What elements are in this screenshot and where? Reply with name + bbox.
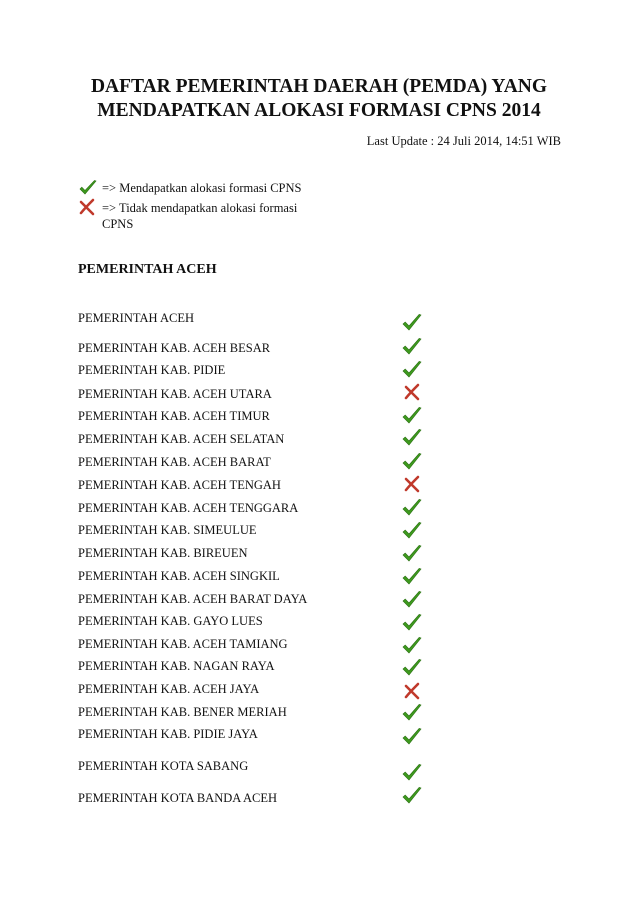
page-title-line-2: MENDAPATKAN ALOKASI FORMASI CPNS 2014 xyxy=(97,100,541,121)
list-item: PEMERINTAH KAB. ACEH UTARA xyxy=(78,387,272,401)
list-item: PEMERINTAH KAB. ACEH BARAT xyxy=(78,455,271,469)
list-item: PEMERINTAH KAB. GAYO LUES xyxy=(78,614,263,628)
check-icon xyxy=(401,405,423,427)
cross-icon xyxy=(403,682,421,700)
check-icon xyxy=(401,566,423,588)
check-icon xyxy=(401,497,423,519)
check-icon xyxy=(401,336,423,358)
check-icon xyxy=(401,657,423,679)
list-item: PEMERINTAH KAB. ACEH BARAT DAYA xyxy=(78,592,308,606)
check-icon xyxy=(401,702,423,724)
check-icon xyxy=(401,762,423,784)
list-item: PEMERINTAH KAB. PIDIE JAYA xyxy=(78,727,258,741)
list-item: PEMERINTAH ACEH xyxy=(78,311,195,325)
list-item: PEMERINTAH KAB. NAGAN RAYA xyxy=(78,659,275,673)
list-item: PEMERINTAH KAB. ACEH TENGAH xyxy=(78,478,281,492)
cross-icon xyxy=(403,475,421,493)
check-icon xyxy=(401,612,423,634)
list-item: PEMERINTAH KOTA SABANG xyxy=(78,759,249,773)
list-item: PEMERINTAH KAB. BIREUEN xyxy=(78,546,248,560)
check-icon xyxy=(401,451,423,473)
list-item: PEMERINTAH KAB. ACEH SELATAN xyxy=(78,432,285,446)
list-item: PEMERINTAH KAB. ACEH TIMUR xyxy=(78,409,270,423)
legend-no-text: => Tidak mendapatkan alokasi formasi CPNS xyxy=(102,201,298,231)
legend-yes-text: => Mendapatkan alokasi formasi CPNS xyxy=(102,181,302,195)
check-icon xyxy=(401,635,423,657)
cross-icon xyxy=(403,383,421,401)
list-item: PEMERINTAH KAB. ACEH BESAR xyxy=(78,341,271,355)
check-icon xyxy=(401,785,423,807)
list-item: PEMERINTAH KAB. PIDIE xyxy=(78,363,226,377)
check-icon xyxy=(401,726,423,748)
check-icon xyxy=(401,312,423,334)
list-item: PEMERINTAH KAB. ACEH TAMIANG xyxy=(78,637,288,651)
check-icon xyxy=(401,427,423,449)
last-update: Last Update : 24 Juli 2014, 14:51 WIB xyxy=(366,134,561,148)
list-item: PEMERINTAH KOTA BANDA ACEH xyxy=(78,791,278,805)
page-title-line-1: DAFTAR PEMERINTAH DAERAH (PEMDA) YANG xyxy=(90,76,548,97)
check-icon xyxy=(401,543,423,565)
list-item: PEMERINTAH KAB. ACEH JAYA xyxy=(78,682,260,696)
list-item: PEMERINTAH KAB. ACEH TENGGARA xyxy=(78,501,299,515)
check-icon xyxy=(401,359,423,381)
check-icon xyxy=(401,520,423,542)
check-icon xyxy=(401,589,423,611)
list-item: PEMERINTAH KAB. SIMEULUE xyxy=(78,523,257,537)
list-item: PEMERINTAH KAB. BENER MERIAH xyxy=(78,705,287,719)
section-heading: PEMERINTAH ACEH xyxy=(78,262,217,277)
list-item: PEMERINTAH KAB. ACEH SINGKIL xyxy=(78,569,280,583)
